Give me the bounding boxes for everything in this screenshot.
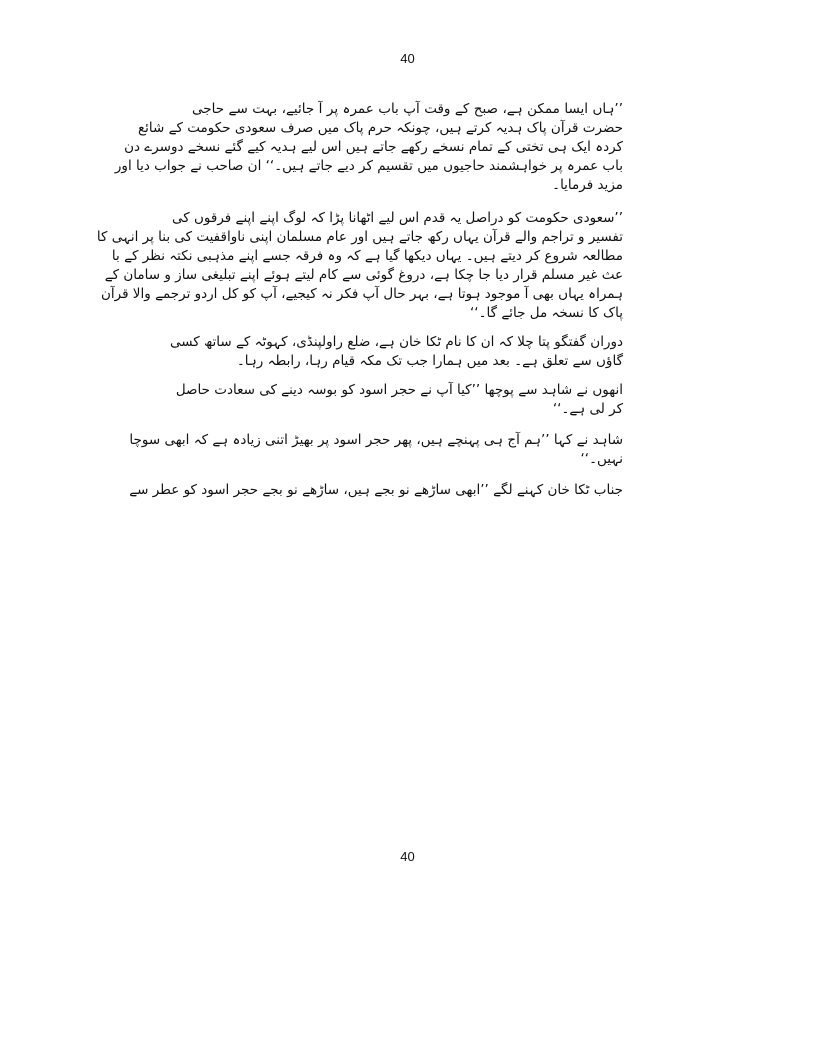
- text-line: پاک کا نسخہ مل جائے گا۔‘‘: [470, 305, 623, 321]
- paragraph-4: [175, 381, 623, 419]
- text-line: مزید فرمایا۔: [552, 177, 623, 193]
- page-number-bottom: 40: [400, 849, 415, 864]
- text-line: حضرت قرآن پاک ہدیہ کرتے ہیں، چونکہ حرم پاک میں صرف سعودی حکومت کے شائع: [137, 120, 623, 136]
- text-line: دوران گفتگو پتا چلا کہ ان کا نام ٹکا خان ہے، ضلع راولپنڈی، کہوٹہ کے ساتھ کسی: [169, 334, 623, 350]
- text-line: مطالعہ شروع کر دیتے ہیں۔ یہاں دیکھا گیا ہے کہ وہ فرقہ جسے اپنے مذہبی نکتہ نظر کے با: [111, 248, 623, 264]
- text-line: عث غیر مسلم قرار دیا جا چکا ہے، دروغ گوئی سے کام لیتے ہوئے اپنے تبلیغی ساز و سامان کے: [104, 267, 623, 283]
- text-line: کردہ ایک ہی تختی کے تمام نسخے رکھے جاتے ہیں اس لیے ہدیہ کیے گئے نسخے دوسرے دن: [124, 139, 623, 155]
- paragraph-2: [96, 209, 623, 323]
- text-line: ہمراہ یہاں بھی آ موجود ہوتا ہے، بہر حال آپ فکر نہ کیجیے، آپ کو کل اردو ترجمے والا قرآن: [100, 286, 623, 302]
- text-line: باب عمرہ پر خواہشمند حاجیوں میں تقسیم کر دیے جاتے ہیں۔‘‘ ان صاحب نے جواب دیا اور: [114, 158, 623, 174]
- text-line: ’’ہاں ایسا ممکن ہے، صبح کے وقت آپ باب عمرہ پر آ جائیے، بہت سے حاجی: [192, 101, 623, 117]
- text-line: جناب ٹکا خان کہنے لگے ’’ابھی ساڑھے نو بجے ہیں، ساڑھے نو بجے حجر اسود کو عطر سے: [129, 482, 623, 498]
- page-body: [96, 98, 623, 500]
- paragraph-5: [129, 431, 623, 469]
- text-line: انھوں نے شاہد سے پوچھا ’’کیا آپ نے حجر اسود کو بوسہ دینے کی سعادت حاصل: [175, 382, 623, 398]
- paragraph-6: [129, 481, 623, 500]
- paragraph-1: [114, 100, 623, 195]
- text-line: تفسیر و تراجم والے قرآن یہاں رکھ جاتے ہیں اور عام مسلمان اپنی ناواقفیت کی بنا پر انہی کا: [96, 229, 623, 245]
- text-line: کر لی ہے۔‘‘: [552, 401, 623, 417]
- text-line: نہیں۔‘‘: [580, 451, 623, 467]
- text-line: ’’سعودی حکومت کو دراصل یہ قدم اس لیے اٹھانا پڑا کہ لوگ اپنے اپنے فرقوں کی: [172, 210, 623, 226]
- text-line: شاہد نے کہا ’’ہم آج ہی پہنچے ہیں، پھر حجر اسود پر بھیڑ اتنی زیادہ ہے کہ ابھی سوچا: [129, 432, 623, 448]
- page-number-top: 40: [400, 51, 415, 66]
- paragraph-3: [169, 333, 623, 371]
- text-line: گاؤں سے تعلق ہے۔ بعد میں ہمارا جب تک مکہ قیام رہا، رابطہ رہا۔: [236, 353, 623, 369]
